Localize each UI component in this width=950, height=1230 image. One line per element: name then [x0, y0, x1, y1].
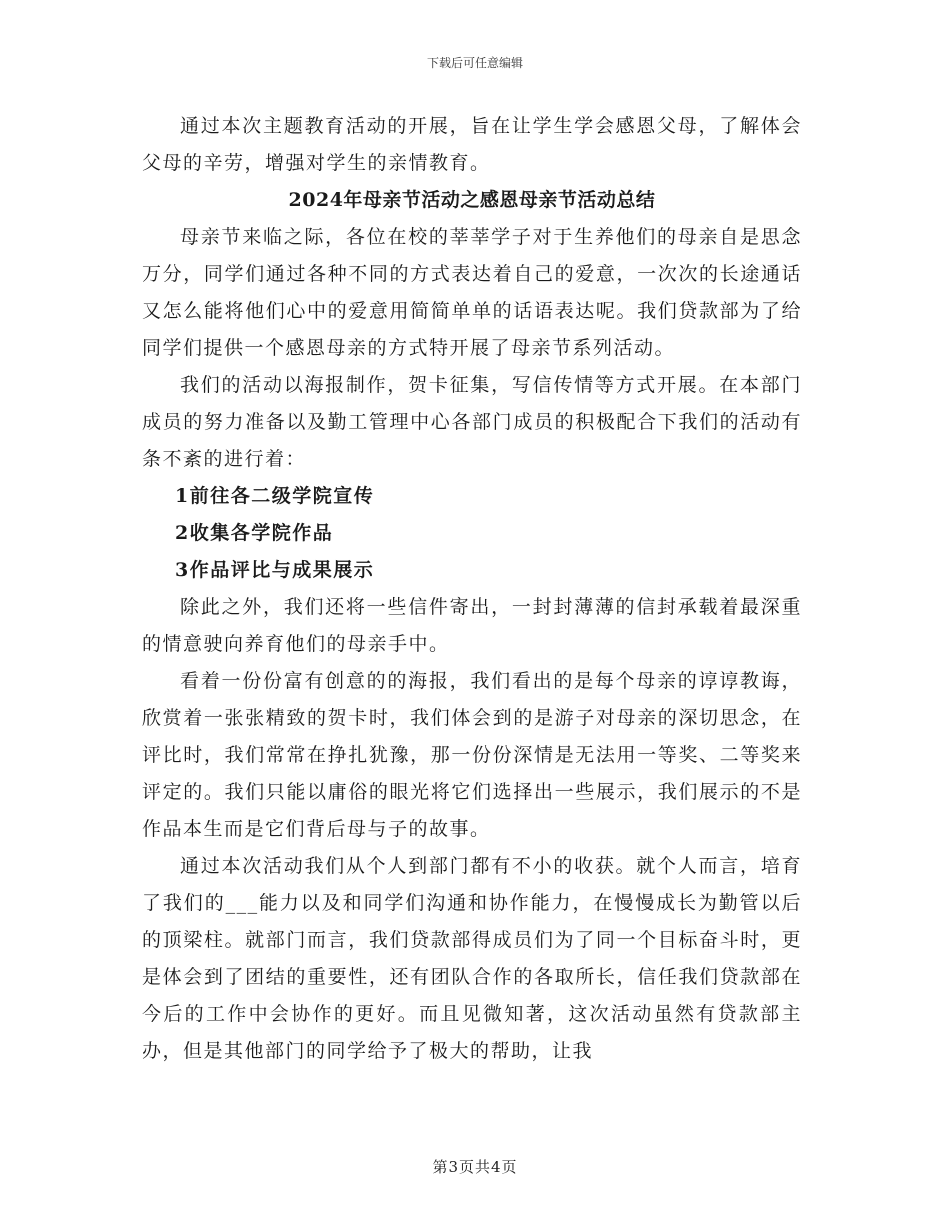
paragraph: 母亲节来临之际，各位在校的莘莘学子对于生养他们的母亲自是思念万分，同学们通过各种不同的方式表达着自己的爱意，一次次的长途通话又怎么能将他们心中的爱意用简简单单的话语表达呢。我们贷款部为了给同学们提供一个感恩母亲的方式特开展了母亲节系列活动。	[142, 226, 802, 359]
document-body	[142, 108, 802, 1070]
paragraph: 除此之外，我们还将一些信件寄出，一封封薄薄的信封承载着最深重的情意驶向养育他们的母亲手中。	[142, 596, 802, 655]
page-number: 第3页共4页	[432, 1158, 518, 1176]
intro-paragraph: 通过本次主题教育活动的开展，旨在让学生学会感恩父母，了解体会父母的辛劳，增强对学生的亲情教育。	[142, 115, 802, 174]
paragraph: 我们的活动以海报制作，贺卡征集，写信传情等方式开展。在本部门成员的努力准备以及勤工管理中心各部门成员的积极配合下我们的活动有条不紊的进行着：	[142, 374, 802, 470]
section-title: 2024年母亲节活动之感恩母亲节活动总结	[288, 189, 656, 211]
page-header-note: 下载后可任意编辑	[426, 56, 523, 70]
paragraph: 看着一份份富有创意的的海报，我们看出的是每个母亲的谆谆教诲，欣赏着一张张精致的贺卡时，我们体会到的是游子对母亲的深切思念，在评比时，我们常常在挣扎犹豫，那一份份深情是无法用一等奖、二等奖来评定的。我们只能以庸俗的眼光将它们选择出一些展示，我们展示的不是作品本生而是它们背后母与子的故事。	[142, 670, 802, 840]
list-item: 3作品评比与成果展示	[175, 559, 375, 581]
list-item: 2收集各学院作品	[175, 522, 334, 544]
list-item: 1前往各二级学院宣传	[175, 485, 375, 507]
paragraph: 通过本次活动我们从个人到部门都有不小的收获。就个人而言，培育了我们的___能力以及和同学们沟通和协作能力，在慢慢成长为勤管以后的顶梁柱。就部门而言，我们贷款部得成员们为了同一个目标奋斗时，更是体会到了团结的重要性，还有团队合作的各取所长，信任我们贷款部在今后的工作中会协作的更好。而且见微知著，这次活动虽然有贷款部主办，但是其他部门的同学给予了极大的帮助，让我	[142, 855, 802, 1062]
